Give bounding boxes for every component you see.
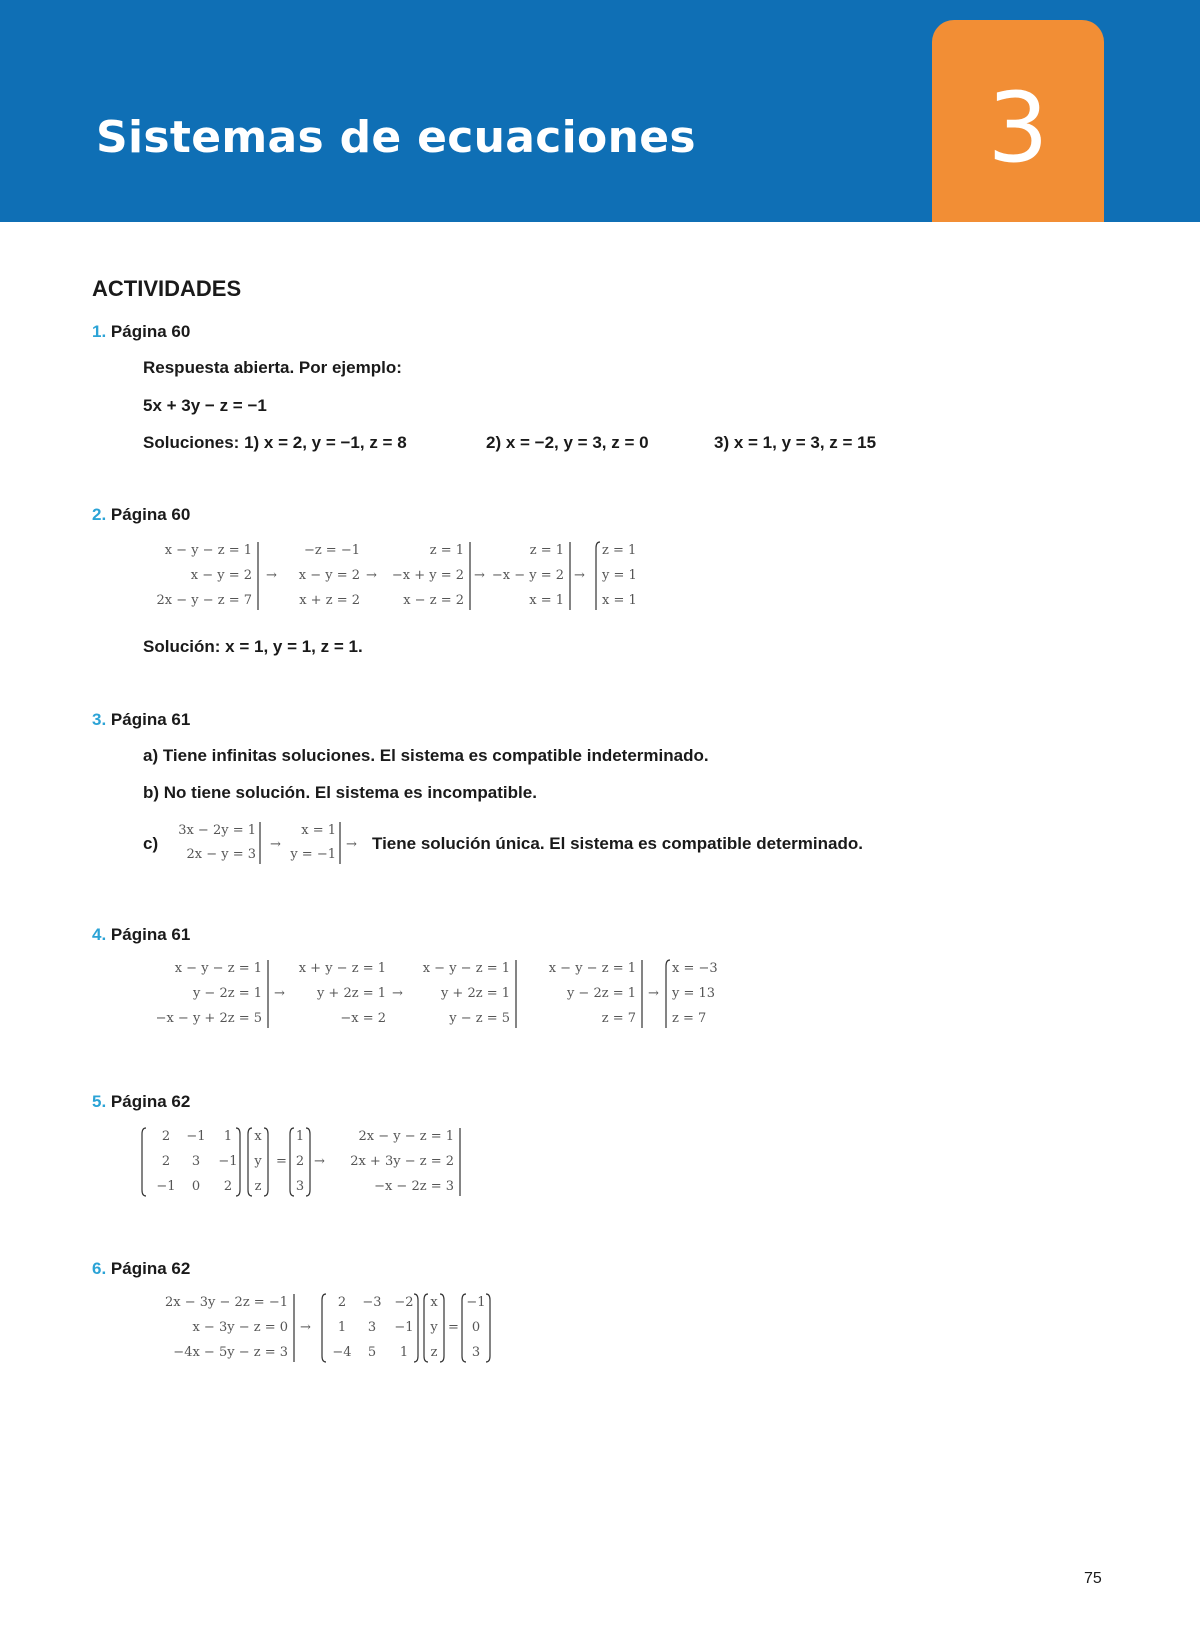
- question-number: 6.: [92, 1259, 107, 1278]
- eq: y − 2z = 1: [566, 986, 636, 1001]
- section-heading: ACTIVIDADES: [92, 276, 242, 301]
- q3-answer-a: a) Tiene infinitas soluciones. El sistema es compatible indeterminado.: [143, 746, 709, 765]
- eq: x − y − z = 1: [174, 961, 262, 976]
- question-number: 3.: [92, 710, 107, 729]
- question-3-heading: [92, 710, 190, 730]
- eq: y − z = 5: [449, 1011, 510, 1026]
- question-4-heading: [92, 925, 190, 945]
- svg-text:−1: −1: [156, 1179, 176, 1194]
- eq: x + y − z = 1: [298, 961, 386, 976]
- svg-text:2x − 3y − 2z = −1: 2x − 3y − 2z = −1: [165, 1295, 288, 1310]
- svg-text:z: z: [254, 1179, 262, 1194]
- question-1-heading: [92, 322, 190, 342]
- eq: y + 2z = 1: [440, 986, 510, 1001]
- svg-text:2x + 3y − z = 2: 2x + 3y − z = 2: [350, 1154, 454, 1169]
- eq: y − 2z = 1: [192, 986, 262, 1001]
- svg-text:2: 2: [223, 1179, 233, 1194]
- question-page: Página 62: [110, 1259, 191, 1278]
- q4-elimination-steps: [140, 956, 740, 1036]
- svg-text:2: 2: [295, 1154, 305, 1169]
- svg-text:z: z: [430, 1345, 438, 1360]
- q3-c-system: [166, 818, 366, 868]
- arrow: →: [314, 1154, 325, 1169]
- eq: y = 1: [602, 568, 637, 583]
- arrow: →: [366, 568, 377, 583]
- svg-text:x: x: [254, 1129, 262, 1144]
- q2-step2: [299, 543, 360, 608]
- eq: z = 1: [429, 543, 464, 558]
- svg-text:−3: −3: [362, 1295, 382, 1310]
- eq: 3x − 2y = 1: [178, 823, 256, 838]
- svg-text:−2: −2: [394, 1295, 414, 1310]
- q1-solution-3: 3) x = 1, y = 3, z = 15: [714, 433, 877, 452]
- svg-text:2x − y − z = 1: 2x − y − z = 1: [358, 1129, 454, 1144]
- eq: y = −1: [290, 847, 336, 862]
- question-page: Página 60: [110, 322, 191, 341]
- q5-matrix-equation: [140, 1124, 480, 1202]
- q4-step3: [423, 960, 516, 1028]
- eq: −x − y = 2: [491, 568, 564, 583]
- svg-text:=: =: [448, 1320, 459, 1335]
- svg-text:y: y: [430, 1320, 438, 1335]
- chapter-number: 3: [987, 72, 1049, 184]
- eq: z = 7: [601, 1011, 636, 1026]
- svg-text:=: =: [276, 1154, 287, 1169]
- question-page: Página 60: [110, 505, 191, 524]
- svg-text:−1: −1: [466, 1295, 486, 1310]
- arrow: →: [274, 986, 285, 1001]
- q1-solution-1: 1) x = 2, y = −1, z = 8: [244, 433, 407, 452]
- svg-text:y: y: [254, 1154, 262, 1169]
- question-page: Página 62: [110, 1092, 191, 1111]
- q3-answer-c-text: Tiene solución única. El sistema es compatible determinado.: [372, 834, 863, 853]
- q4-step2: [299, 961, 386, 1026]
- arrow: →: [346, 837, 357, 852]
- eq: x − y = 2: [298, 568, 360, 583]
- svg-text:5: 5: [367, 1345, 377, 1360]
- question-page: Página 61: [110, 925, 191, 944]
- q6-matrix-equation: [140, 1290, 500, 1368]
- q2-step4: [492, 542, 570, 610]
- question-number: 2.: [92, 505, 107, 524]
- eq: x − y = 2: [190, 568, 252, 583]
- question-number: 4.: [92, 925, 107, 944]
- arrow: →: [270, 837, 281, 852]
- svg-text:0: 0: [191, 1179, 201, 1194]
- eq: z = 7: [672, 1011, 707, 1026]
- chapter-title: Sistemas de ecuaciones: [96, 112, 696, 163]
- eq: x = 1: [529, 593, 564, 608]
- q4-step1: [156, 960, 268, 1028]
- arrow: →: [648, 986, 659, 1001]
- svg-text:−4x − 5y − z = 3: −4x − 5y − z = 3: [173, 1345, 288, 1360]
- svg-text:−1: −1: [394, 1320, 414, 1335]
- svg-text:3: 3: [367, 1320, 377, 1335]
- question-6-heading: [92, 1259, 190, 1279]
- q4-step5: [666, 960, 718, 1028]
- eq: x − y − z = 1: [164, 543, 252, 558]
- q3-answer-c-label: c): [143, 834, 159, 853]
- question-number: 5.: [92, 1092, 107, 1111]
- eq: −x + y = 2: [391, 568, 464, 583]
- svg-text:−1: −1: [218, 1154, 238, 1169]
- page-number: 75: [1084, 1570, 1102, 1587]
- svg-text:0: 0: [471, 1320, 481, 1335]
- eq: −x = 2: [340, 1011, 386, 1026]
- eq: z = 1: [529, 543, 564, 558]
- eq: z = 1: [602, 543, 637, 558]
- svg-text:3: 3: [471, 1345, 481, 1360]
- svg-text:2: 2: [161, 1154, 171, 1169]
- svg-text:−4: −4: [332, 1345, 352, 1360]
- eq: −x − y + 2z = 5: [155, 1011, 262, 1026]
- svg-text:1: 1: [337, 1320, 347, 1335]
- svg-text:3: 3: [295, 1179, 305, 1194]
- svg-text:1: 1: [223, 1129, 233, 1144]
- arrow: →: [392, 986, 403, 1001]
- q2-step1: [156, 542, 258, 610]
- svg-text:1: 1: [295, 1129, 305, 1144]
- chapter-tab: [932, 20, 1104, 222]
- q4-step4: [549, 960, 642, 1028]
- q1-solutions-line: [143, 433, 407, 453]
- arrow: →: [300, 1320, 311, 1335]
- question-page: Página 61: [110, 710, 191, 729]
- eq: x = −3: [672, 961, 718, 976]
- svg-text:2: 2: [337, 1295, 347, 1310]
- chapter-header: [0, 0, 1200, 222]
- question-number: 1.: [92, 322, 107, 341]
- arrow: →: [574, 568, 585, 583]
- question-5-heading: [92, 1092, 190, 1112]
- eq: x − z = 2: [403, 593, 464, 608]
- q2-step3: [392, 542, 470, 610]
- svg-text:−1: −1: [186, 1129, 206, 1144]
- svg-text:3: 3: [191, 1154, 201, 1169]
- svg-text:1: 1: [399, 1345, 409, 1360]
- svg-text:−x − 2z = 3: −x − 2z = 3: [374, 1179, 454, 1194]
- q2-solution: Solución: x = 1, y = 1, z = 1.: [143, 637, 363, 656]
- q1-solution-2: 2) x = −2, y = 3, z = 0: [486, 433, 649, 452]
- q2-step5: [596, 542, 637, 610]
- svg-text:2: 2: [161, 1129, 171, 1144]
- question-2-heading: [92, 505, 190, 525]
- eq: −z = −1: [303, 543, 360, 558]
- eq: y + 2z = 1: [316, 986, 386, 1001]
- arrow: →: [474, 568, 485, 583]
- eq: x − y − z = 1: [422, 961, 510, 976]
- eq: x = 1: [301, 823, 336, 838]
- q3-answer-b: b) No tiene solución. El sistema es incompatible.: [143, 783, 537, 802]
- eq: 2x − y − z = 7: [156, 593, 252, 608]
- q1-solutions-label: Soluciones:: [143, 433, 240, 452]
- q2-elimination-steps: [140, 538, 660, 616]
- eq: 2x − y = 3: [186, 847, 256, 862]
- eq: x + z = 2: [299, 593, 360, 608]
- eq: x − y − z = 1: [548, 961, 636, 976]
- svg-text:x: x: [430, 1295, 438, 1310]
- eq: y = 13: [672, 986, 716, 1001]
- q1-equation: 5x + 3y − z = −1: [143, 396, 267, 415]
- q1-intro: Respuesta abierta. Por ejemplo:: [143, 358, 402, 377]
- eq: x = 1: [602, 593, 637, 608]
- arrow: →: [266, 568, 277, 583]
- svg-text:x − 3y − z = 0: x − 3y − z = 0: [192, 1320, 288, 1335]
